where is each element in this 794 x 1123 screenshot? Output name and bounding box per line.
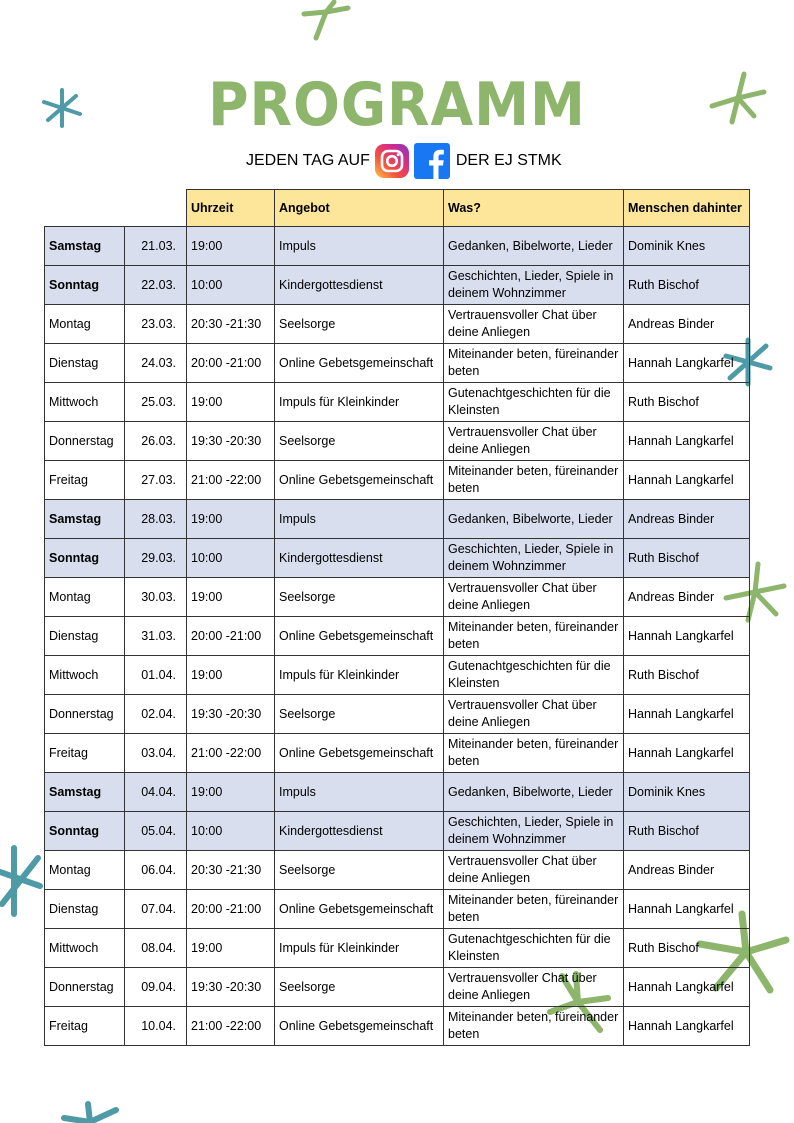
what-cell: Miteinander beten, füreinander beten bbox=[444, 461, 624, 500]
people-cell: Hannah Langkarfel bbox=[624, 422, 750, 461]
what-cell: Gedanken, Bibelworte, Lieder bbox=[444, 500, 624, 539]
people-cell: Andreas Binder bbox=[624, 851, 750, 890]
what-cell: Gedanken, Bibelworte, Lieder bbox=[444, 227, 624, 266]
date-cell: 21.03. bbox=[125, 227, 187, 266]
table-row bbox=[45, 1007, 750, 1046]
date-cell: 24.03. bbox=[125, 344, 187, 383]
offer-cell: Seelsorge bbox=[275, 578, 444, 617]
time-cell: 19:30 -20:30 bbox=[187, 422, 275, 461]
time-cell: 20:00 -21:00 bbox=[187, 890, 275, 929]
time-cell: 10:00 bbox=[187, 812, 275, 851]
people-cell: Hannah Langkarfel bbox=[624, 617, 750, 656]
offer-cell: Online Gebetsgemeinschaft bbox=[275, 461, 444, 500]
people-cell: Hannah Langkarfel bbox=[624, 695, 750, 734]
people-cell: Ruth Bischof bbox=[624, 539, 750, 578]
what-cell: Gutenachtgeschichten für die Kleinsten bbox=[444, 656, 624, 695]
schedule-table bbox=[44, 189, 750, 1046]
day-cell: Dienstag bbox=[45, 890, 125, 929]
date-cell: 02.04. bbox=[125, 695, 187, 734]
day-cell: Mittwoch bbox=[45, 383, 125, 422]
time-cell: 19:00 bbox=[187, 578, 275, 617]
people-cell: Hannah Langkarfel bbox=[624, 1007, 750, 1046]
date-cell: 29.03. bbox=[125, 539, 187, 578]
table-row bbox=[45, 851, 750, 890]
date-cell: 22.03. bbox=[125, 266, 187, 305]
header-offer: Angebot bbox=[275, 190, 444, 227]
what-cell: Miteinander beten, füreinander beten bbox=[444, 344, 624, 383]
subtitle-suffix: DER EJ STMK bbox=[455, 152, 562, 169]
date-cell: 27.03. bbox=[125, 461, 187, 500]
people-cell: Hannah Langkarfel bbox=[624, 734, 750, 773]
page-title: PROGRAMM bbox=[208, 70, 586, 140]
what-cell: Miteinander beten, füreinander beten bbox=[444, 1007, 624, 1046]
people-cell: Hannah Langkarfel bbox=[624, 344, 750, 383]
time-cell: 20:30 -21:30 bbox=[187, 305, 275, 344]
day-cell: Montag bbox=[45, 305, 125, 344]
table-body bbox=[45, 227, 750, 1046]
offer-cell: Online Gebetsgemeinschaft bbox=[275, 734, 444, 773]
star-decoration-green-top bbox=[296, 0, 356, 42]
subtitle-prefix: JEDEN TAG AUF bbox=[246, 152, 370, 169]
star-decoration-teal-bottom bbox=[58, 1100, 122, 1123]
time-cell: 20:00 -21:00 bbox=[187, 617, 275, 656]
day-cell: Donnerstag bbox=[45, 968, 125, 1007]
table-row bbox=[45, 578, 750, 617]
what-cell: Vertrauensvoller Chat über deine Anliegen bbox=[444, 422, 624, 461]
day-cell: Freitag bbox=[45, 1007, 125, 1046]
date-cell: 09.04. bbox=[125, 968, 187, 1007]
table-row bbox=[45, 734, 750, 773]
table-row bbox=[45, 539, 750, 578]
date-cell: 30.03. bbox=[125, 578, 187, 617]
day-cell: Donnerstag bbox=[45, 422, 125, 461]
people-cell: Andreas Binder bbox=[624, 578, 750, 617]
offer-cell: Impuls bbox=[275, 227, 444, 266]
offer-cell: Impuls bbox=[275, 773, 444, 812]
table-row bbox=[45, 656, 750, 695]
table-row bbox=[45, 305, 750, 344]
people-cell: Andreas Binder bbox=[624, 305, 750, 344]
table-row bbox=[45, 422, 750, 461]
table-row bbox=[45, 968, 750, 1007]
what-cell: Vertrauensvoller Chat über deine Anliegen bbox=[444, 968, 624, 1007]
day-cell: Sonntag bbox=[45, 812, 125, 851]
table-row bbox=[45, 773, 750, 812]
day-cell: Dienstag bbox=[45, 344, 125, 383]
header-what: Was? bbox=[444, 190, 624, 227]
time-cell: 19:00 bbox=[187, 773, 275, 812]
what-cell: Miteinander beten, füreinander beten bbox=[444, 734, 624, 773]
date-cell: 26.03. bbox=[125, 422, 187, 461]
what-cell: Vertrauensvoller Chat über deine Anliegen bbox=[444, 695, 624, 734]
time-cell: 19:00 bbox=[187, 383, 275, 422]
offer-cell: Online Gebetsgemeinschaft bbox=[275, 1007, 444, 1046]
offer-cell: Kindergottesdienst bbox=[275, 266, 444, 305]
what-cell: Miteinander beten, füreinander beten bbox=[444, 617, 624, 656]
time-cell: 19:00 bbox=[187, 500, 275, 539]
header-blank-date bbox=[125, 190, 187, 227]
table-row bbox=[45, 617, 750, 656]
offer-cell: Seelsorge bbox=[275, 305, 444, 344]
offer-cell: Online Gebetsgemeinschaft bbox=[275, 890, 444, 929]
day-cell: Mittwoch bbox=[45, 656, 125, 695]
day-cell: Samstag bbox=[45, 227, 125, 266]
date-cell: 10.04. bbox=[125, 1007, 187, 1046]
what-cell: Geschichten, Lieder, Spiele in deinem Wohnzimmer bbox=[444, 812, 624, 851]
offer-cell: Seelsorge bbox=[275, 695, 444, 734]
table-row bbox=[45, 383, 750, 422]
offer-cell: Online Gebetsgemeinschaft bbox=[275, 344, 444, 383]
date-cell: 23.03. bbox=[125, 305, 187, 344]
time-cell: 10:00 bbox=[187, 539, 275, 578]
table-header-row bbox=[45, 190, 750, 227]
people-cell: Hannah Langkarfel bbox=[624, 461, 750, 500]
table-row bbox=[45, 929, 750, 968]
what-cell: Gedanken, Bibelworte, Lieder bbox=[444, 773, 624, 812]
what-cell: Geschichten, Lieder, Spiele in deinem Wohnzimmer bbox=[444, 539, 624, 578]
time-cell: 19:30 -20:30 bbox=[187, 968, 275, 1007]
date-cell: 07.04. bbox=[125, 890, 187, 929]
date-cell: 31.03. bbox=[125, 617, 187, 656]
offer-cell: Impuls für Kleinkinder bbox=[275, 383, 444, 422]
table-row bbox=[45, 812, 750, 851]
what-cell: Vertrauensvoller Chat über deine Anliegen bbox=[444, 305, 624, 344]
day-cell: Montag bbox=[45, 578, 125, 617]
date-cell: 08.04. bbox=[125, 929, 187, 968]
facebook-icon[interactable] bbox=[414, 143, 450, 179]
table-row bbox=[45, 344, 750, 383]
people-cell: Ruth Bischof bbox=[624, 656, 750, 695]
offer-cell: Kindergottesdienst bbox=[275, 539, 444, 578]
people-cell: Hannah Langkarfel bbox=[624, 968, 750, 1007]
date-cell: 03.04. bbox=[125, 734, 187, 773]
time-cell: 19:00 bbox=[187, 656, 275, 695]
what-cell: Miteinander beten, füreinander beten bbox=[444, 890, 624, 929]
date-cell: 28.03. bbox=[125, 500, 187, 539]
day-cell: Donnerstag bbox=[45, 695, 125, 734]
time-cell: 20:30 -21:30 bbox=[187, 851, 275, 890]
what-cell: Geschichten, Lieder, Spiele in deinem Wohnzimmer bbox=[444, 266, 624, 305]
what-cell: Vertrauensvoller Chat über deine Anliegen bbox=[444, 851, 624, 890]
what-cell: Gutenachtgeschichten für die Kleinsten bbox=[444, 929, 624, 968]
table-row bbox=[45, 461, 750, 500]
day-cell: Dienstag bbox=[45, 617, 125, 656]
day-cell: Sonntag bbox=[45, 266, 125, 305]
day-cell: Freitag bbox=[45, 734, 125, 773]
what-cell: Gutenachtgeschichten für die Kleinsten bbox=[444, 383, 624, 422]
people-cell: Ruth Bischof bbox=[624, 812, 750, 851]
day-cell: Samstag bbox=[45, 500, 125, 539]
offer-cell: Impuls bbox=[275, 500, 444, 539]
time-cell: 19:00 bbox=[187, 929, 275, 968]
offer-cell: Impuls für Kleinkinder bbox=[275, 929, 444, 968]
people-cell: Andreas Binder bbox=[624, 500, 750, 539]
offer-cell: Seelsorge bbox=[275, 422, 444, 461]
people-cell: Hannah Langkarfel bbox=[624, 890, 750, 929]
time-cell: 19:30 -20:30 bbox=[187, 695, 275, 734]
people-cell: Ruth Bischof bbox=[624, 266, 750, 305]
day-cell: Mittwoch bbox=[45, 929, 125, 968]
day-cell: Freitag bbox=[45, 461, 125, 500]
date-cell: 25.03. bbox=[125, 383, 187, 422]
day-cell: Montag bbox=[45, 851, 125, 890]
offer-cell: Seelsorge bbox=[275, 968, 444, 1007]
day-cell: Samstag bbox=[45, 773, 125, 812]
offer-cell: Seelsorge bbox=[275, 851, 444, 890]
table-row bbox=[45, 227, 750, 266]
time-cell: 21:00 -22:00 bbox=[187, 1007, 275, 1046]
day-cell: Sonntag bbox=[45, 539, 125, 578]
table-row bbox=[45, 890, 750, 929]
people-cell: Ruth Bischof bbox=[624, 383, 750, 422]
header-time: Uhrzeit bbox=[187, 190, 275, 227]
people-cell: Ruth Bischof bbox=[624, 929, 750, 968]
what-cell: Vertrauensvoller Chat über deine Anliegen bbox=[444, 578, 624, 617]
table-row bbox=[45, 266, 750, 305]
time-cell: 10:00 bbox=[187, 266, 275, 305]
people-cell: Dominik Knes bbox=[624, 227, 750, 266]
table-row bbox=[45, 500, 750, 539]
instagram-icon[interactable] bbox=[374, 143, 410, 179]
people-cell: Dominik Knes bbox=[624, 773, 750, 812]
time-cell: 20:00 -21:00 bbox=[187, 344, 275, 383]
time-cell: 19:00 bbox=[187, 227, 275, 266]
header-blank-day bbox=[45, 190, 125, 227]
date-cell: 01.04. bbox=[125, 656, 187, 695]
time-cell: 21:00 -22:00 bbox=[187, 461, 275, 500]
date-cell: 04.04. bbox=[125, 773, 187, 812]
time-cell: 21:00 -22:00 bbox=[187, 734, 275, 773]
table-row bbox=[45, 695, 750, 734]
offer-cell: Kindergottesdienst bbox=[275, 812, 444, 851]
star-decoration-teal-bottom-left bbox=[0, 842, 44, 920]
offer-cell: Online Gebetsgemeinschaft bbox=[275, 617, 444, 656]
date-cell: 05.04. bbox=[125, 812, 187, 851]
header-people: Menschen dahinter bbox=[624, 190, 750, 227]
date-cell: 06.04. bbox=[125, 851, 187, 890]
offer-cell: Impuls für Kleinkinder bbox=[275, 656, 444, 695]
subtitle bbox=[246, 141, 562, 181]
